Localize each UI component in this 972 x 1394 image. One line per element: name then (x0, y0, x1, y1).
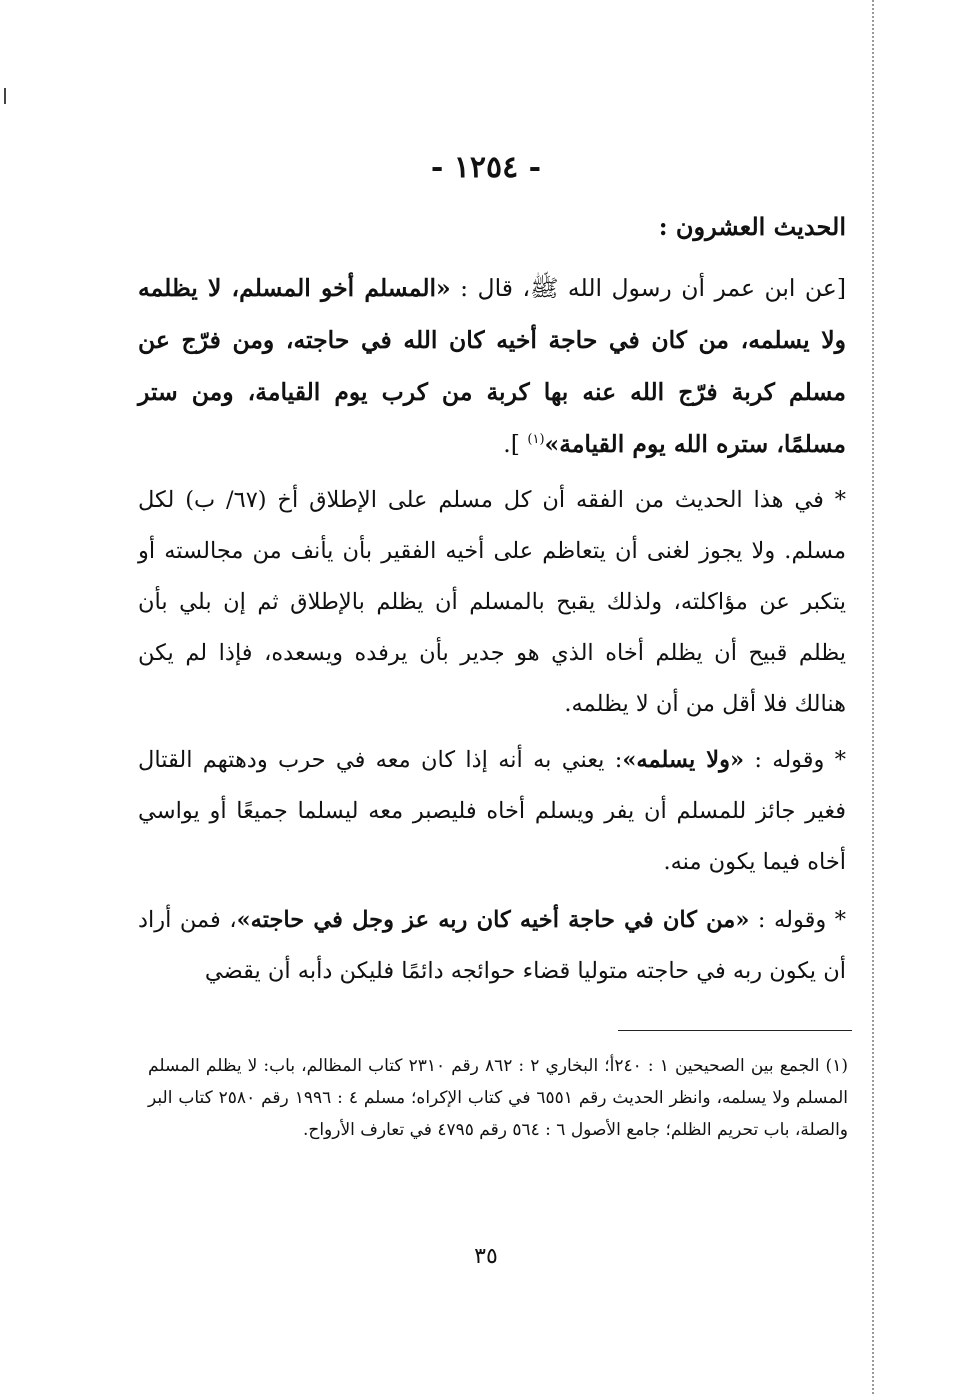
footnote: (١) الجمع بين الصحيحين ١ : ٢٤٠أ؛ البخاري ٢ : ٨٦٢ رقم ٢٣١٠ كتاب المظالم، باب: لا يظلم المسلم المسلم ولا يسلمه، وانظر الحديث رقم ٦٥٥١ في كتاب الإكراه؛ مسلم ٤ : ١٩٩٦ رقم ٢٥٨٠ كتاب البر والصلة، باب تحريم الظلم؛ جامع الأصول ٦ : ٥٦٤ رقم ٤٧٩٥ في تعارف الأرواح. (148, 1056, 848, 1140)
commentary-text: * في هذا الحديث من الفقه أن كل مسلم على الإطلاق أخ (٦٧/ ب) لكل مسلم. ولا يجوز لغنى أن يتعاظم على أخيه الفقير بأن يأنف من مجالسته أو يتكبر عن مؤاكلته، ولذلك يقبح بالمسلم أن يظلم بالإطلاق ثم إن بلي بأن يظلم قبيح أن يظلم أخاه الذي هو جدير بأن يرفده ويسعده، فإذا لم يكن هنالك فلا أقل من أن لا يظلمه. (138, 487, 846, 717)
commentary-lead: * وقوله : (744, 747, 846, 773)
commentary-paragraph (138, 735, 846, 888)
commentary-paragraph (138, 895, 846, 997)
commentary-lead: * وقوله : (749, 907, 846, 933)
section-heading: الحديث العشرون : (658, 212, 846, 241)
footnote-marker: (١) (527, 432, 545, 448)
footnote-separator (618, 1030, 852, 1031)
scan-margin-mark (4, 88, 6, 104)
page-reference-header: - ١٢٥٤ - (430, 150, 542, 185)
commentary-quote: «ولا يسلمه» (622, 747, 745, 773)
dotted-margin-rule (872, 0, 874, 1394)
open-bracket: [ (836, 274, 847, 302)
hadith-quote: «المسلم أخو المسلم، لا يظلمه ولا يسلمه، من كان في حاجة أخيه كان الله في حاجته، ومن فرّج عن مسلم كربة فرّج الله عنه بها كربة من كرب يوم القيامة، ومن ستر مسلمًا، ستره الله يوم القيامة» (138, 274, 846, 458)
commentary-quote: «من كان في حاجة أخيه كان ربه عز وجل في حاجته» (236, 907, 750, 933)
close-bracket: ]. (503, 430, 528, 458)
commentary-paragraph (138, 475, 846, 730)
hadith-text (138, 262, 846, 470)
narrator-intro: عن ابن عمر أن رسول الله ﷺ، قال : (450, 274, 837, 302)
commentary-text: : يعني به أنه إذا كان معه في حرب ودهتهم القتال فغير جائز للمسلم أن يفر ويسلم أخاه فليصبر معه ليسلما جميعًا أو يواسي أخاه فيما يكون منه. (138, 747, 846, 875)
page-number: ٣٥ (474, 1244, 498, 1269)
commentary-text: ، فمن أراد أن يكون ربه في حاجته متوليا قضاء حوائجه دائمًا فليكن دأبه أن يقضي (138, 907, 846, 984)
